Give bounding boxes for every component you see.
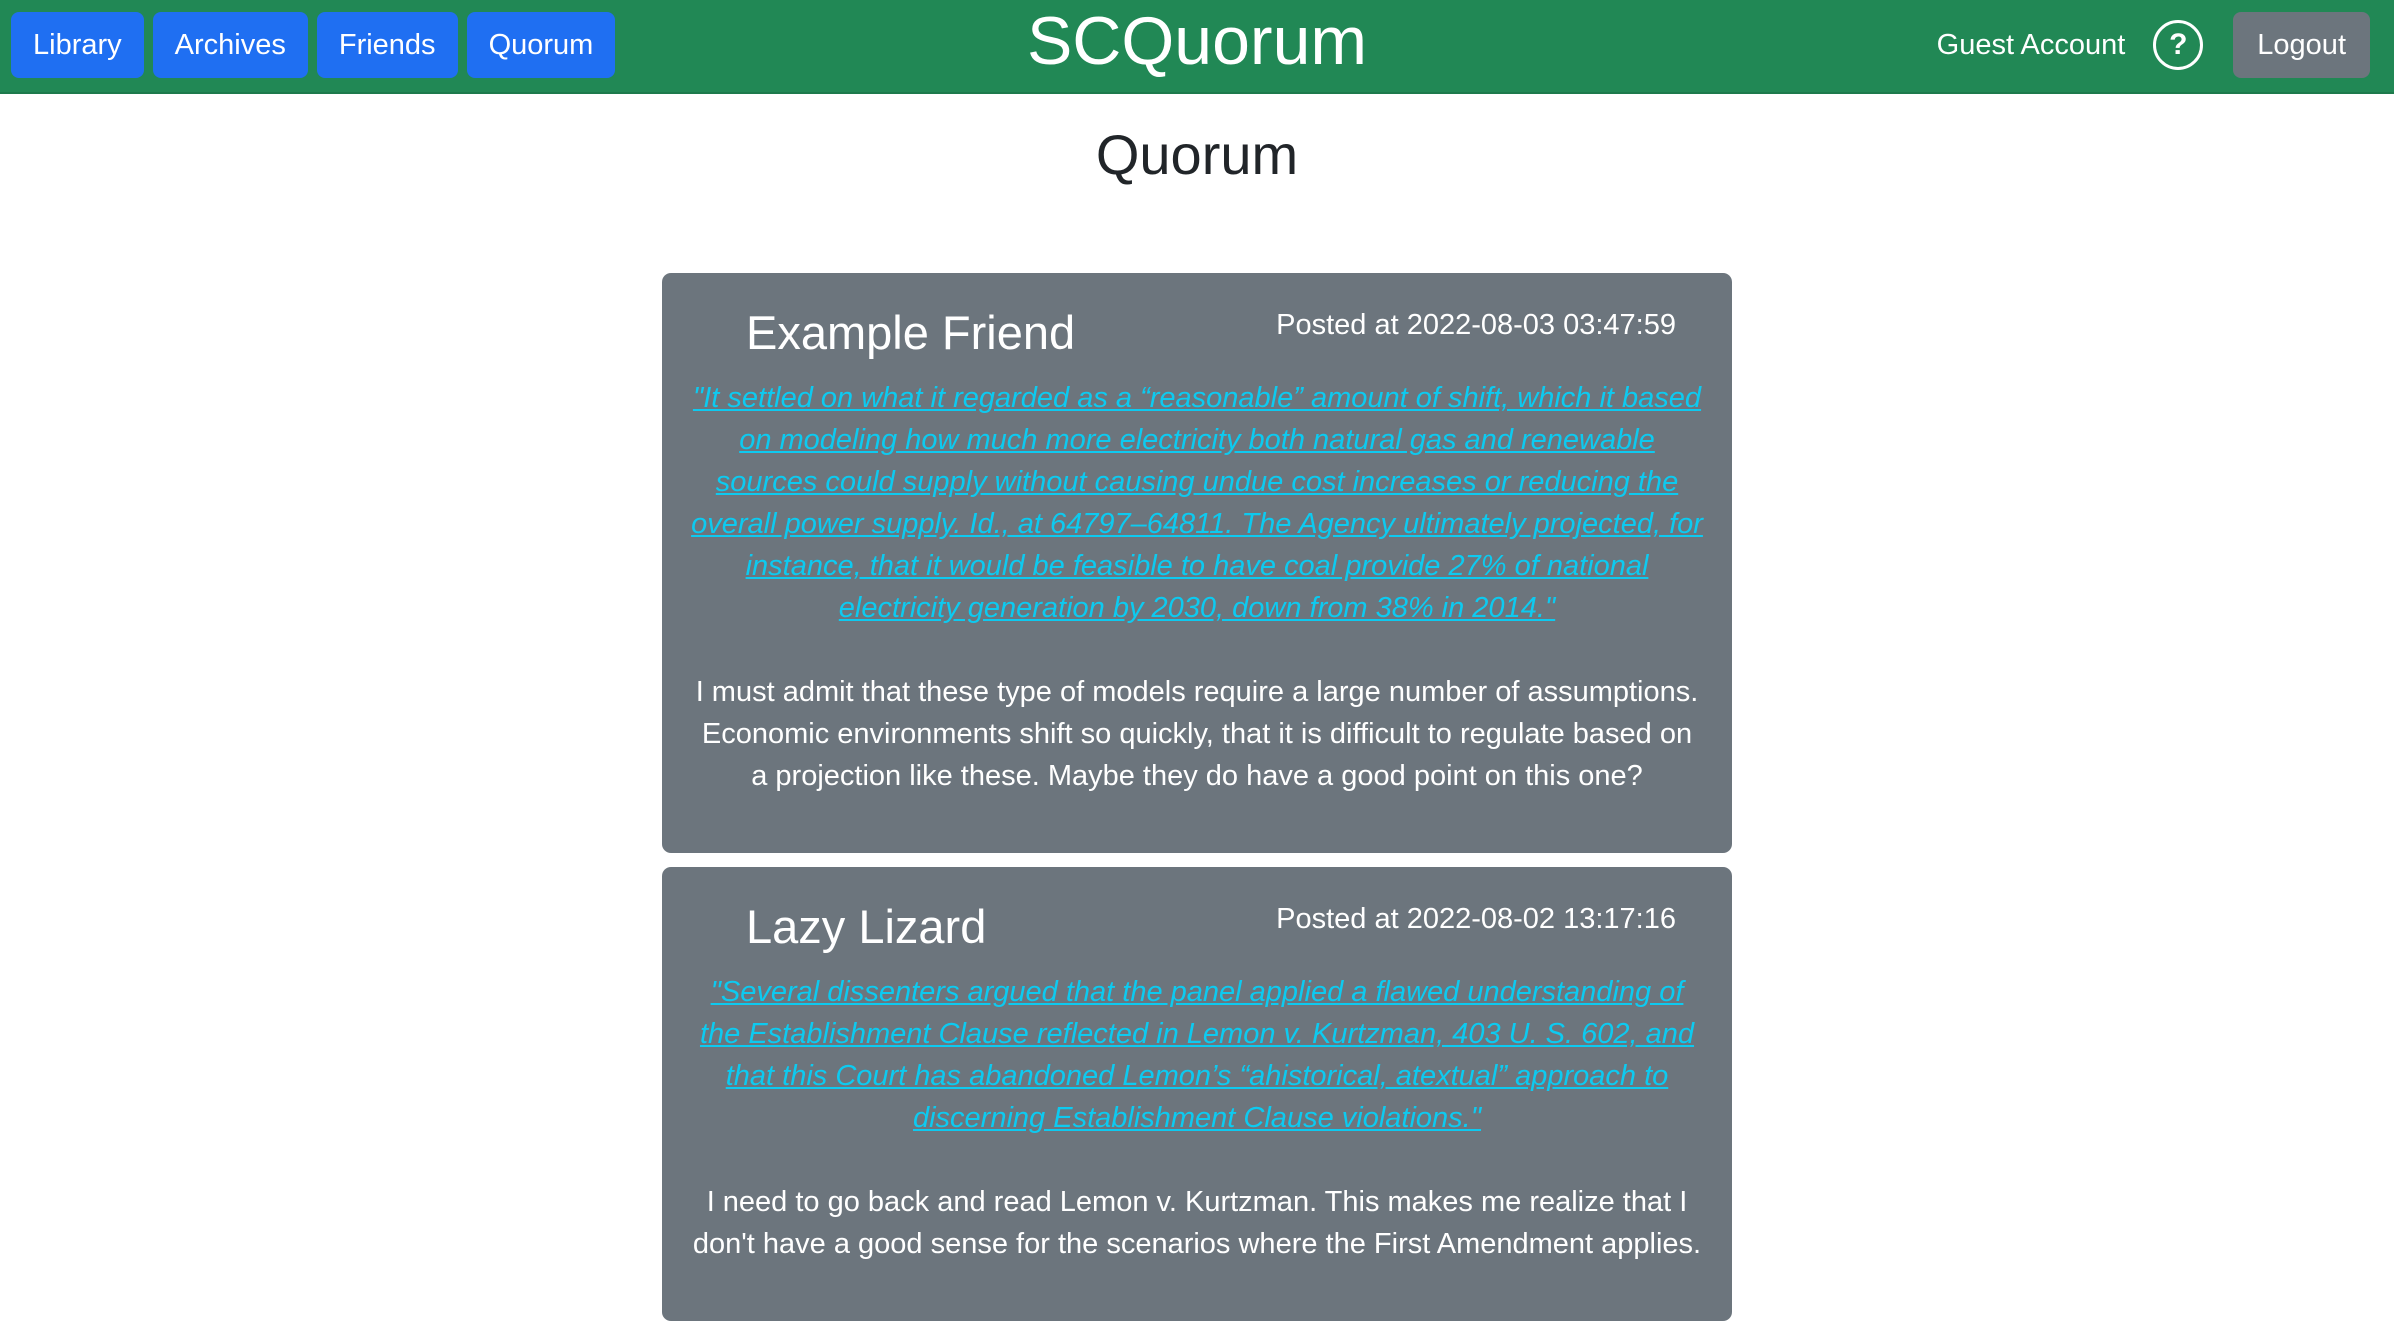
post-header xyxy=(690,899,1704,955)
post-timestamp: Posted at 2022-08-02 13:17:16 xyxy=(1276,903,1676,935)
post-feed xyxy=(662,273,1732,1335)
post-timestamp: Posted at 2022-08-03 03:47:59 xyxy=(1276,309,1676,341)
post-body: I must admit that these type of models require a large number of assumptions. Economic environments shift so quickly, that it is difficult to regulate based on a projection like these. Maybe they do have a good point on this one? xyxy=(695,676,1699,792)
post-quote-link[interactable]: "Several dissenters argued that the panel applied a flawed understanding of the Establishment Clause reflected in Lemon v. Kurtzman, 403 U. S. 602, and that this Court has abandoned Lemon’s “ahistorical, atextual” approach to discerning Establishment Clause violations." xyxy=(699,976,1695,1134)
post-author: Lazy Lizard xyxy=(746,900,987,953)
logout-button[interactable]: Logout xyxy=(2233,12,2370,78)
nav-quorum-button[interactable]: Quorum xyxy=(467,12,616,78)
nav-friends-button[interactable]: Friends xyxy=(317,12,458,78)
account-name: Guest Account xyxy=(1936,28,2126,61)
nav-archives-button[interactable]: Archives xyxy=(153,12,308,78)
help-icon[interactable]: ? xyxy=(2153,20,2203,70)
post-card xyxy=(662,867,1732,1321)
post-card xyxy=(662,273,1732,853)
post-author: Example Friend xyxy=(746,306,1076,359)
nav-library-button[interactable]: Library xyxy=(11,12,144,78)
nav-buttons xyxy=(11,12,615,78)
page-title: Quorum xyxy=(1095,123,1299,186)
nav-account-area xyxy=(1937,12,2370,78)
post-quote-link[interactable]: "It settled on what it regarded as a “reasonable” amount of shift, which it based on modeling how much more electricity both natural gas and renewable sources could supply without causing undue cost increases or reducing the overall power supply. Id., at 64797–64811. The Agency ultimately projected, for instance, that it would be feasible to have coal provide 27% of national electricity generation by 2030, down from 38% in 2014." xyxy=(691,382,1703,624)
post-header xyxy=(690,305,1704,361)
top-navbar xyxy=(0,0,2394,94)
brand-title: SCQuorum xyxy=(1026,3,1368,79)
post-body: I need to go back and read Lemon v. Kurtzman. This makes me realize that I don't have a good sense for the scenarios where the First Amendment applies. xyxy=(692,1186,1702,1260)
